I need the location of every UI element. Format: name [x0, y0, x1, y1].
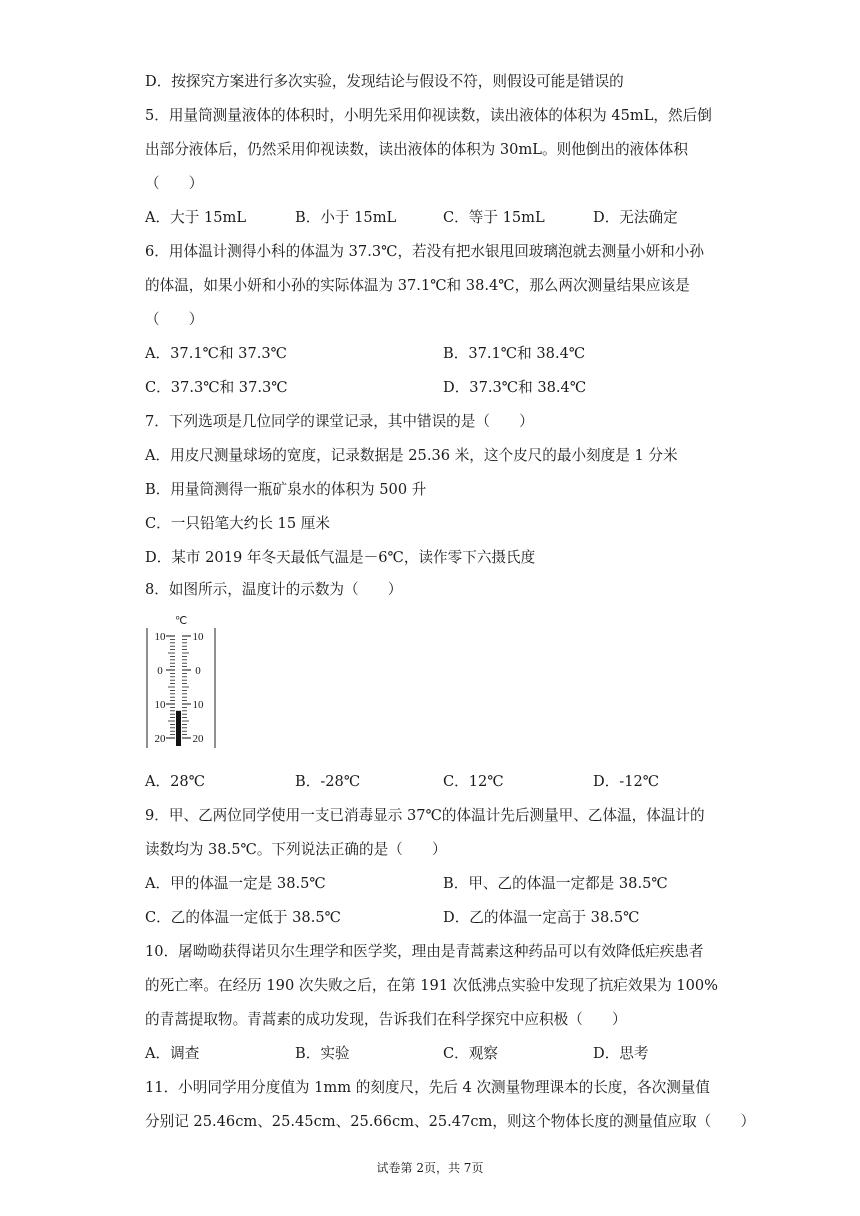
q9-stem-line-2: 读数均为 38.5℃。下列说法正确的是（ ） — [145, 841, 447, 858]
q6-option-c: C．37.3℃和 37.3℃ — [145, 379, 288, 396]
q6-stem-line-2: 的体温，如果小妍和小孙的实际体温为 37.1℃和 38.4℃，那么两次测量结果应该是 — [145, 277, 690, 294]
q5-option-d: D．无法确定 — [593, 209, 678, 226]
q6-stem-line-1: 6．用体温计测得小科的体温为 37.3℃，若没有把水银甩回玻璃泡就去测量小妍和小孙 — [145, 243, 704, 260]
q9-stem-line-1: 9．甲、乙两位同学使用一支已消毒显示 37℃的体温计先后测量甲、乙体温，体温计的 — [145, 807, 705, 824]
q10-stem-line-1: 10．屠呦呦获得诺贝尔生理学和医学奖，理由是青蒿素这种药品可以有效降低疟疾患者 — [145, 943, 704, 960]
q6-option-a: A．37.1℃和 37.3℃ — [145, 345, 288, 362]
q5-option-a: A．大于 15mL — [145, 209, 247, 226]
q9-option-b: B．甲、乙的体温一定都是 38.5℃ — [443, 875, 668, 892]
q8-stem: 8．如图所示，温度计的示数为（ ） — [145, 581, 403, 598]
left-label-minus10: 10 — [154, 699, 166, 711]
left-label-zero: 0 — [157, 665, 163, 677]
thermometer-figure — [140, 610, 230, 755]
q9-option-d: D．乙的体温一定高于 38.5℃ — [443, 909, 640, 926]
q10-option-a: A．调查 — [145, 1045, 200, 1062]
q6-option-b: B．37.1℃和 38.4℃ — [443, 345, 586, 362]
q7-option-b: B．用量筒测得一瓶矿泉水的体积为 500 升 — [145, 481, 427, 498]
q5-stem-line-1: 5．用量筒测量液体的体积时，小明先采用仰视读数，读出液体的体积为 45mL，然后倒 — [145, 107, 712, 124]
q10-stem-line-3: 的青蒿提取物。青蒿素的成功发现，告诉我们在科学探究中应积极（ ） — [145, 1011, 627, 1028]
q11-stem-line-2: 分别记 25.46cm、25.45cm、25.66cm、25.47cm，则这个物体长度的测量值应取（ ） — [145, 1113, 756, 1130]
q8-option-b: B．-28℃ — [295, 773, 361, 790]
q10-option-c: C．观察 — [443, 1045, 498, 1062]
mercury-column — [176, 711, 181, 746]
page-footer: 试卷第 2页，共 7页 — [376, 1161, 484, 1175]
q10-stem-line-2: 的死亡率。在经历 190 次失败之后，在第 191 次低沸点实验中发现了抗疟效果为 100% — [145, 977, 719, 994]
q6-option-d: D．37.3℃和 38.4℃ — [443, 379, 587, 396]
q5-option-b: B．小于 15mL — [295, 209, 397, 226]
q5-stem-line-2: 出部分液体后，仍然采用仰视读数，读出液体的体积为 30mL。则他倒出的液体体积 — [145, 141, 688, 158]
right-label-zero: 0 — [195, 665, 201, 677]
right-label-minus20: 20 — [192, 733, 204, 745]
q7-stem: 7．下列选项是几位同学的课堂记录，其中错误的是（ ） — [145, 413, 534, 430]
right-label-minus10: 10 — [192, 699, 204, 711]
right-label-top: 10 — [192, 631, 204, 643]
q7-option-a: A．用皮尺测量球场的宽度，记录数据是 25.36 米，这个皮尺的最小刻度是 1 分米 — [145, 447, 678, 464]
left-label-minus20: 20 — [154, 733, 166, 745]
q6-answer-blank: （ ） — [145, 311, 204, 328]
q9-option-a: A．甲的体温一定是 38.5℃ — [145, 875, 326, 892]
q8-option-c: C．12℃ — [443, 773, 504, 790]
q10-option-b: B．实验 — [295, 1045, 350, 1062]
left-label-top: 10 — [154, 631, 166, 643]
q4-option-d: D．按探究方案进行多次实验，发现结论与假设不符，则假设可能是错误的 — [145, 73, 624, 90]
q10-option-d: D．思考 — [593, 1045, 649, 1062]
q9-option-c: C．乙的体温一定低于 38.5℃ — [145, 909, 341, 926]
q11-stem-line-1: 11．小明同学用分度值为 1mm 的刻度尺，先后 4 次测量物理课本的长度，各次测量值 — [145, 1079, 710, 1096]
q7-option-c: C．一只铅笔大约长 15 厘米 — [145, 515, 330, 532]
q5-option-c: C．等于 15mL — [443, 209, 545, 226]
q8-option-d: D．-12℃ — [593, 773, 660, 790]
q5-answer-blank: （ ） — [145, 175, 204, 192]
thermometer-unit: ℃ — [174, 615, 188, 627]
q7-option-d: D．某市 2019 年冬天最低气温是－6℃，读作零下六摄氏度 — [145, 549, 536, 566]
q8-option-a: A．28℃ — [145, 773, 206, 790]
